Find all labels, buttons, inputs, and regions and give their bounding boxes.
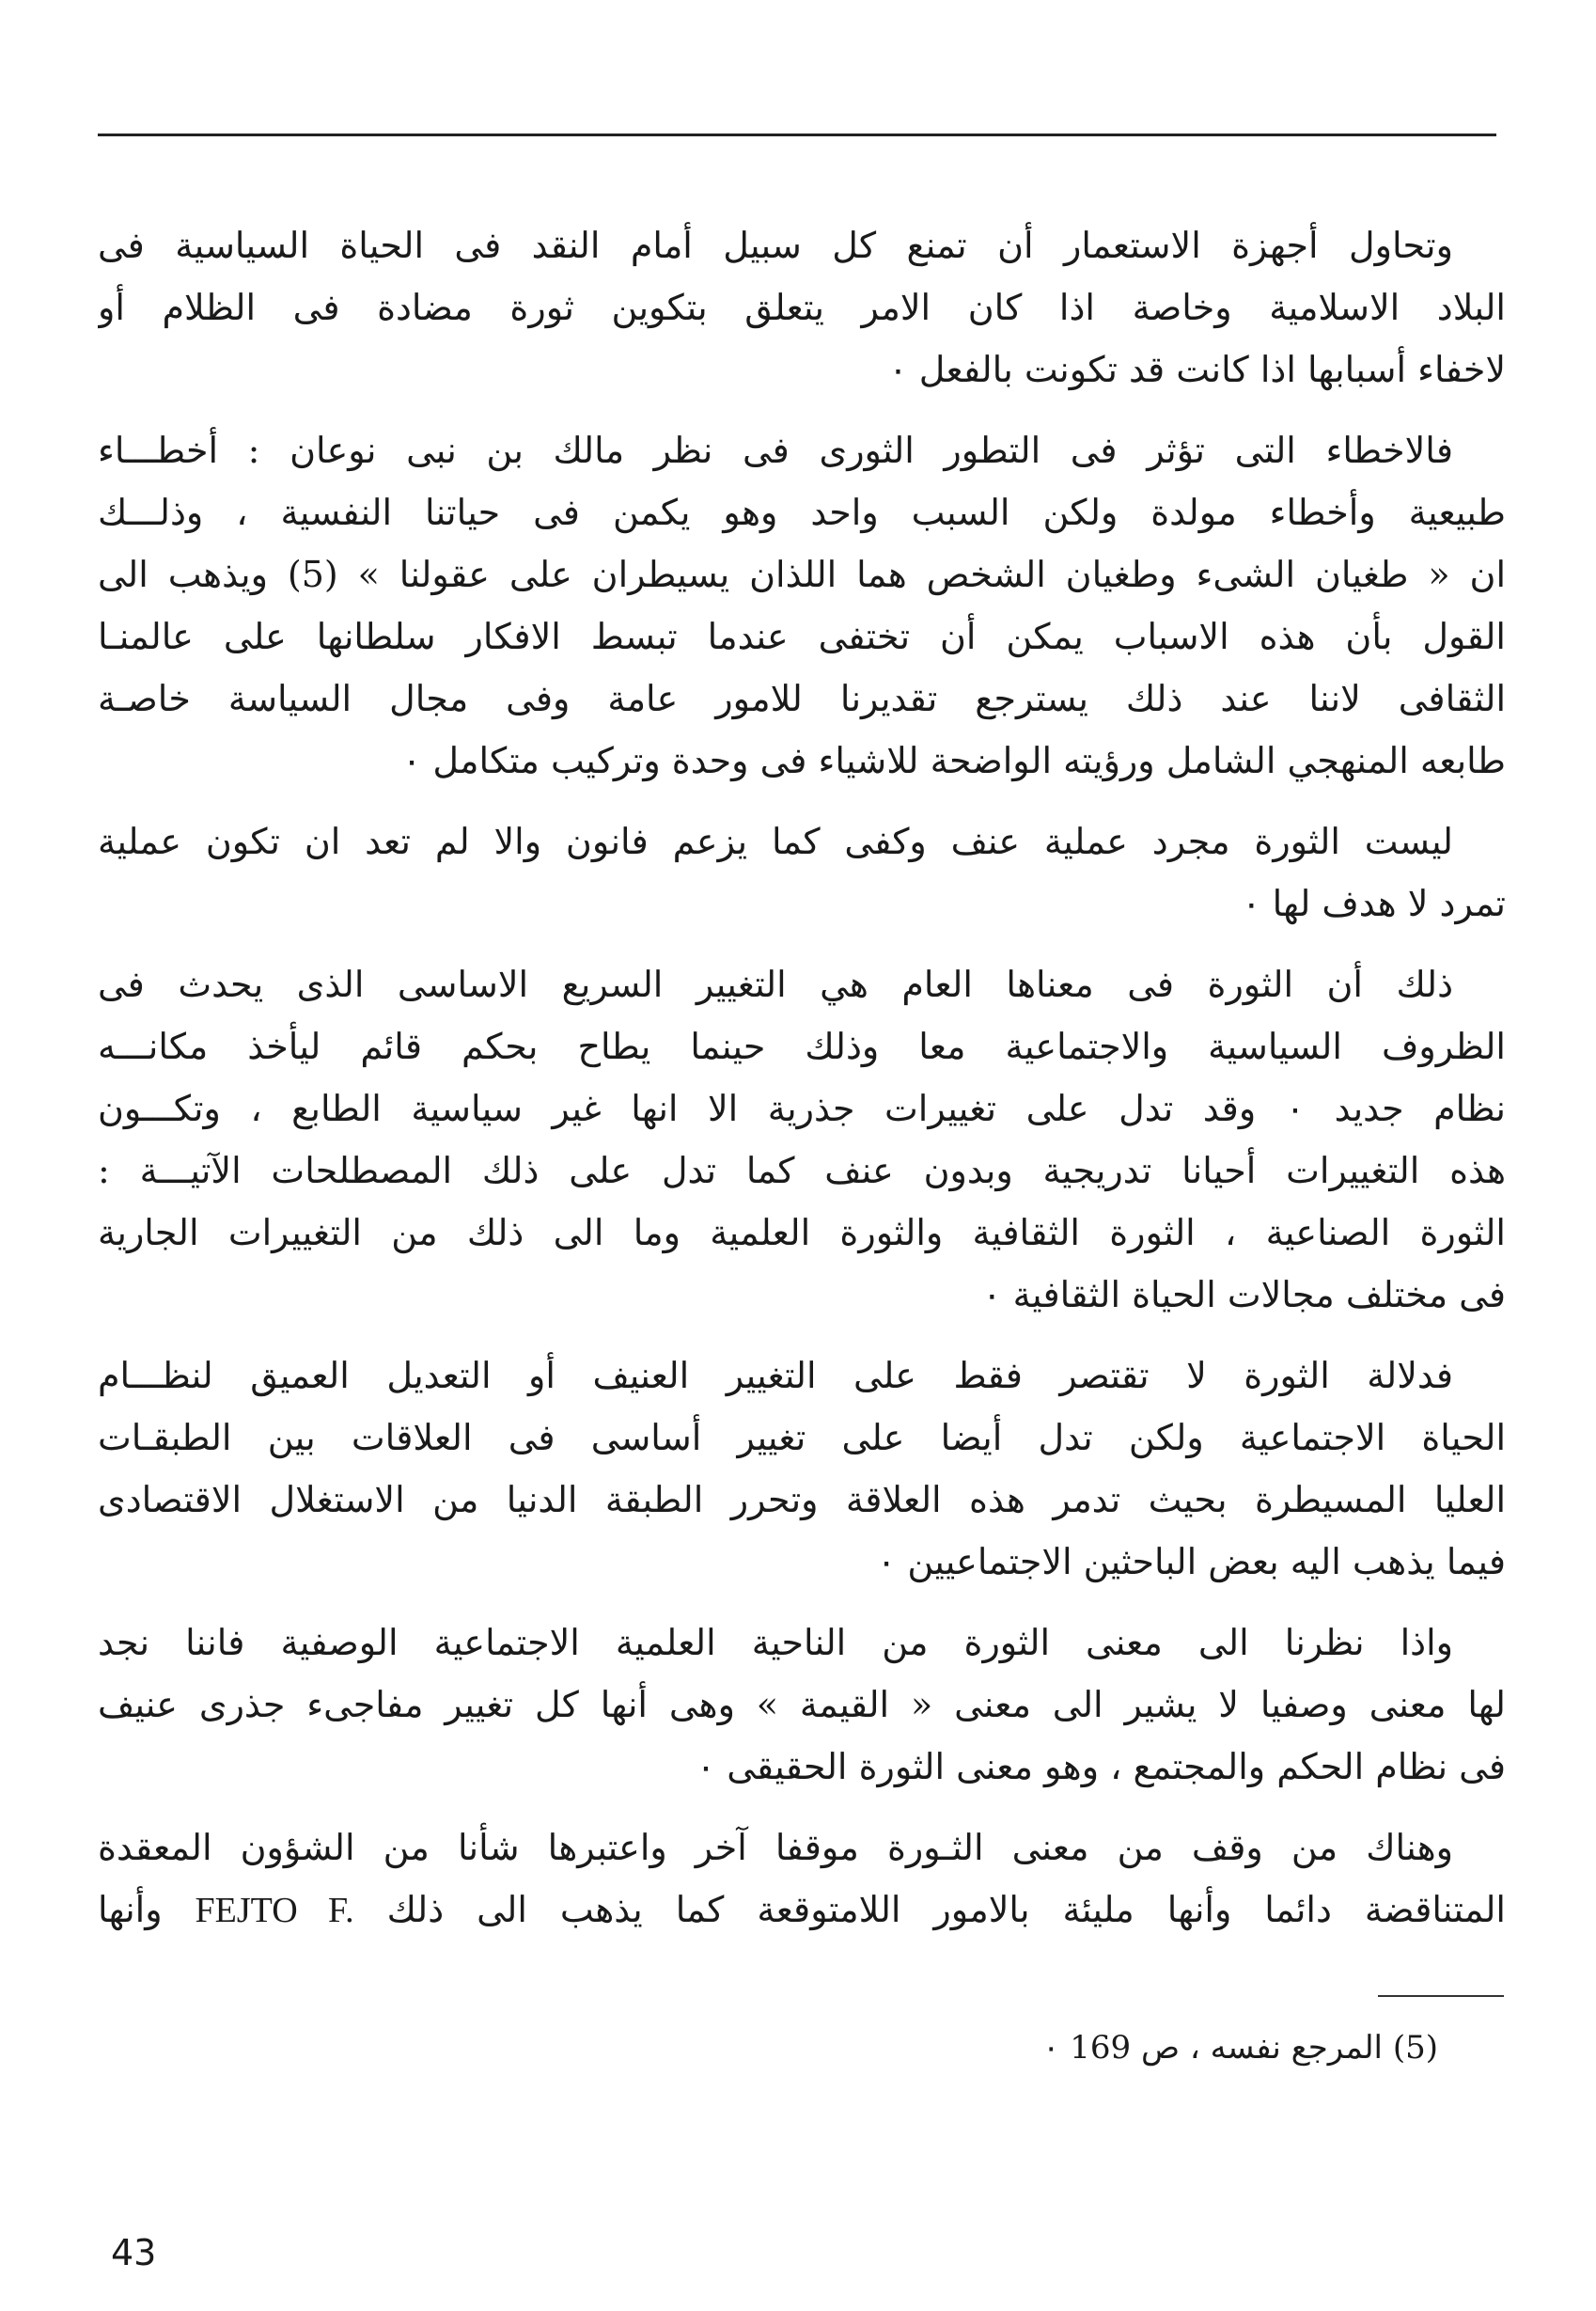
text-line: الثورة الصناعية ، الثورة الثقافية والثورة العلمية وما الى ذلك من التغييرات الجارية (98, 1212, 1506, 1253)
author-name: FEJTO F. (195, 1891, 354, 1930)
text-line: نظام جديد ٠ وقد تدل على تغييرات جذرية الا انها غير سياسية الطابع ، وتكـــون (98, 1088, 1506, 1129)
text-line: ذلك أن الثورة فى معناها العام هي التغيير السريع الاساسى الذى يحدث فى (98, 964, 1453, 1005)
text-line: وهناك من وقف من معنى الثـورة موقفا آخر واعتبرها شأنا من الشؤون المعقدة (98, 1827, 1453, 1868)
text-line: فيما يذهب اليه بعض الباحثين الاجتماعيين ٠ (876, 1541, 1506, 1582)
text-line: وتحاول أجهزة الاستعمار أن تمنع كل سبيل أمام النقد فى الحياة السياسية فى (98, 225, 1453, 266)
text-line: الحياة الاجتماعية ولكن تدل أيضا على تغيير أساسى فى العلاقات بين الطبقـات (98, 1417, 1506, 1458)
paragraph-7 (98, 1816, 1506, 1941)
text-line: العليا المسيطرة بحيث تدمر هذه العلاقة وتحرر الطبقة الدنيا من الاستغلال الاقتصادى (98, 1479, 1506, 1520)
text-line: لاخفاء أسبابها اذا كانت قد تكونت بالفعل ٠ (888, 349, 1506, 390)
text-segment: وأنها (98, 1889, 163, 1930)
text-line: طبيعية وأخطاء مولدة ولكن السبب واحد وهو يكمن فى حياتنا النفسية ، وذلـــك (98, 492, 1506, 533)
text-line: القول بأن هذه الاسباب يمكن أن تختفى عندما تبسط الافكار سلطانها على عالمنـا (98, 616, 1506, 657)
paragraph-1 (98, 214, 1506, 401)
text-line: ليست الثورة مجرد عملية عنف وكفى كما يزعم فانون والا لم تعد ان تكون عملية (98, 821, 1453, 862)
text-line: هذه التغييرات أحيانا تدريجية وبدون عنف كما تدل على ذلك المصطلحات الآتيـــة : (98, 1150, 1506, 1191)
header-rule (98, 134, 1496, 136)
text-line: الثقافى لاننا عند ذلك يسترجع تقديرنا للامور عامة وفى مجال السياسة خاصـة (98, 678, 1506, 719)
text-line: ان « طغيان الشىء وطغيان الشخص هما اللذان يسيطران على عقولنا » (5) ويذهب الى (98, 554, 1506, 595)
paragraph-2 (98, 419, 1506, 792)
paragraph-4 (98, 953, 1506, 1326)
text-line: فالاخطاء التى تؤثر فى التطور الثورى فى نظر مالك بن نبى نوعان : أخطـــاء (98, 430, 1453, 471)
text-line: البلاد الاسلامية وخاصة اذا كان الامر يتعلق بتكوين ثورة مضادة فى الظلام أو (98, 287, 1506, 328)
text-line: فدلالة الثورة لا تقتصر فقط على التغيير العنيف أو التعديل العميق لنظـــام (98, 1355, 1453, 1396)
body-text (98, 214, 1506, 1959)
text-line (98, 1879, 1506, 1941)
footnote: (5) المرجع نفسه ، ص 169 ٠ (1042, 2029, 1438, 2067)
text-line: الظروف السياسية والاجتماعية معا وذلك حينما يطاح بحكم قائم ليأخذ مكانـــه (98, 1026, 1506, 1067)
text-segment: المتناقضة دائما وأنها مليئة بالامور اللامتوقعة كما يذهب الى ذلك (386, 1889, 1506, 1930)
paragraph-3 (98, 810, 1506, 935)
text-line: تمرد لا هدف لها ٠ (1242, 883, 1506, 924)
text-line: فى مختلف مجالات الحياة الثقافية ٠ (982, 1274, 1506, 1315)
text-line: فى نظام الحكم والمجتمع ، وهو معنى الثورة الحقيقى ٠ (696, 1746, 1506, 1787)
page-number: 43 (111, 2232, 157, 2273)
paragraph-6 (98, 1611, 1506, 1798)
text-line: واذا نظرنا الى معنى الثورة من الناحية العلمية الاجتماعية الوصفية فاننا نجد (98, 1622, 1453, 1663)
footnote-rule (1378, 1995, 1504, 1997)
text-line: لها معنى وصفيا لا يشير الى معنى « القيمة » وهى أنها كل تغيير مفاجىء جذرى عنيف (98, 1684, 1506, 1725)
text-line: طابعه المنهجي الشامل ورؤيته الواضحة للاشياء فى وحدة وتركيب متكامل ٠ (401, 740, 1506, 781)
paragraph-5 (98, 1344, 1506, 1593)
